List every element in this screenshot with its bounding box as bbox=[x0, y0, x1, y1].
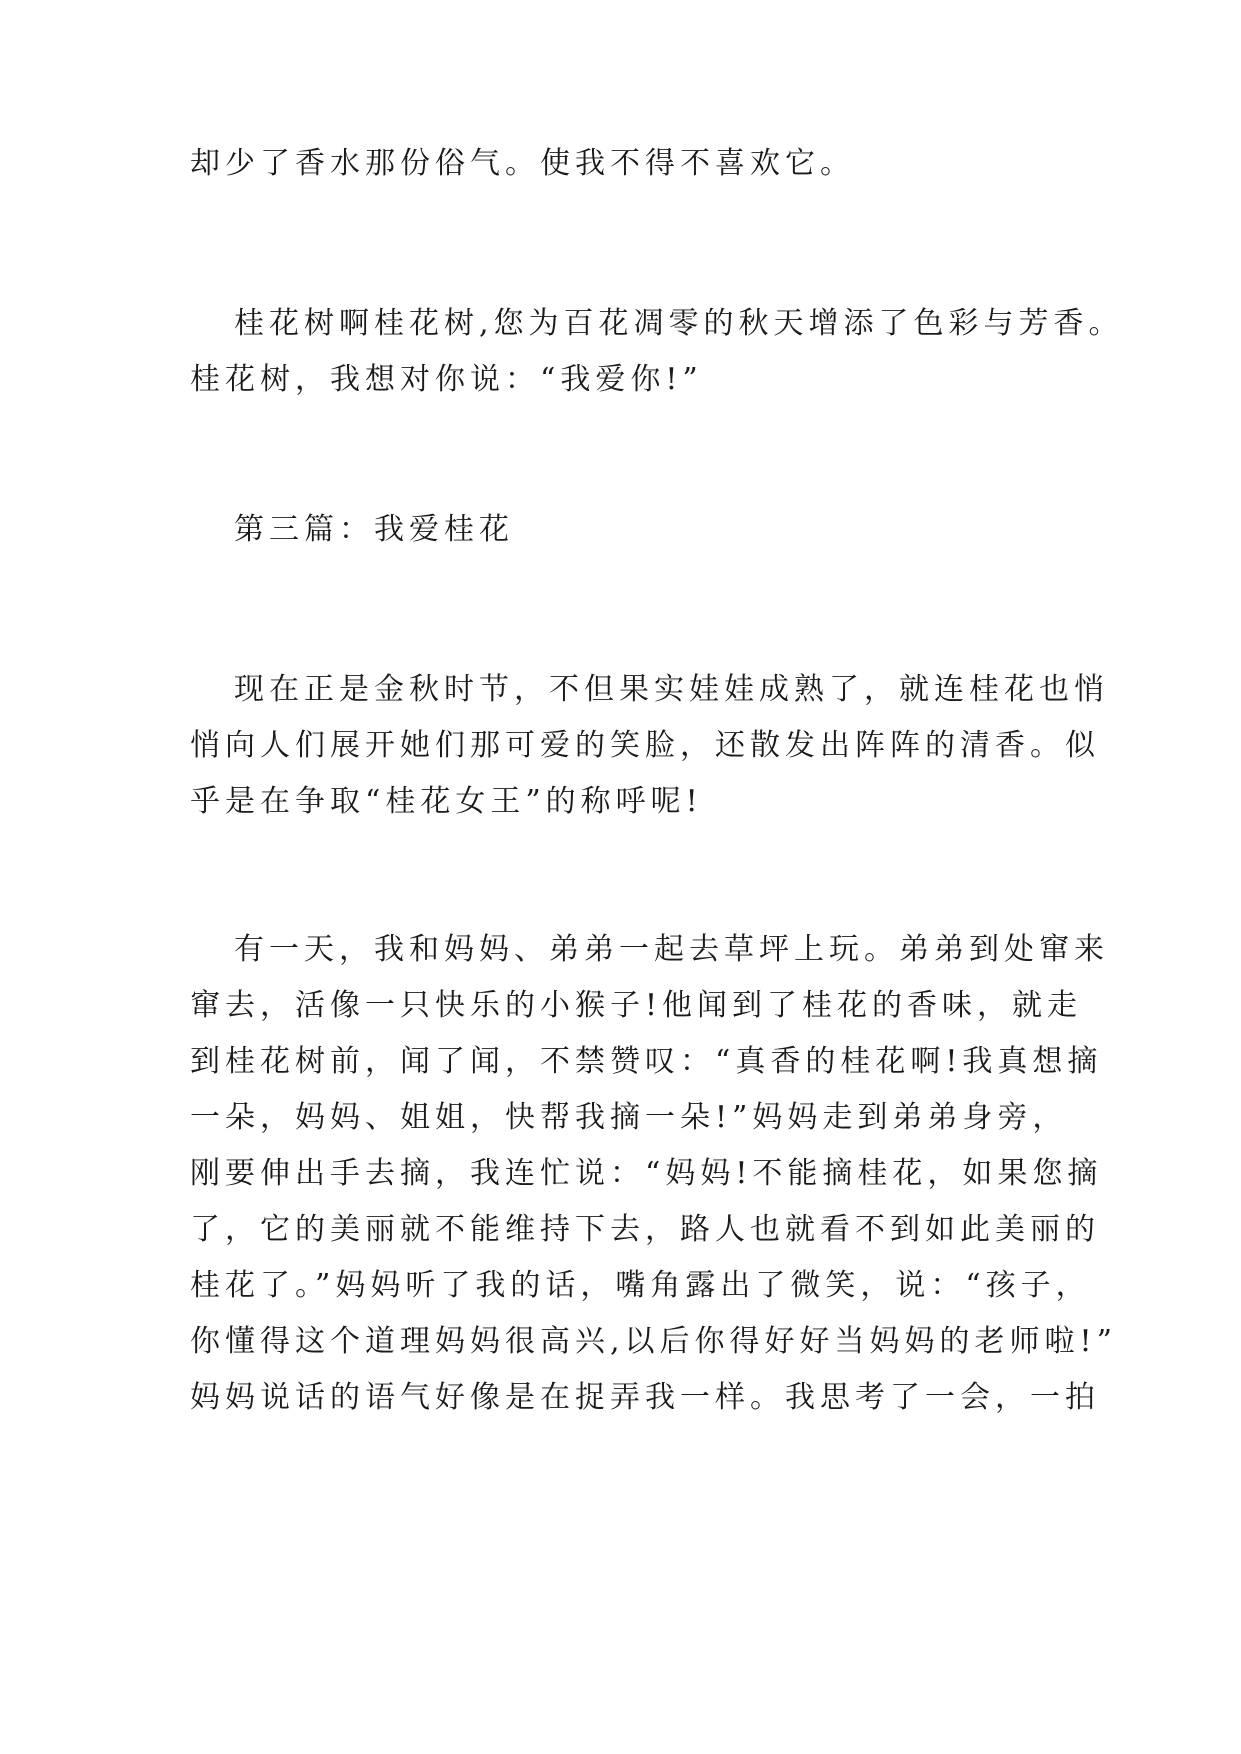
text-line: 了，它的美丽就不能维持下去，路人也就看不到如此美丽的 bbox=[190, 1212, 1100, 1247]
paragraph-4 bbox=[190, 922, 1117, 1426]
text-line: 桂花了。”妈妈听了我的话，嘴角露出了微笑，说：“孩子， bbox=[190, 1268, 1091, 1303]
text-line: 你懂得这个道理妈妈很高兴,以后你得好好当妈妈的老师啦!” bbox=[190, 1324, 1117, 1359]
section-heading bbox=[190, 502, 1070, 558]
section-title: 第三篇：我爱桂花 bbox=[234, 512, 514, 547]
text-line: 到桂花树前，闻了闻，不禁赞叹：“真香的桂花啊!我真想摘 bbox=[190, 1044, 1103, 1079]
text-line: 乎是在争取“桂花女王”的称呼呢! bbox=[190, 784, 703, 819]
paragraph-2 bbox=[190, 296, 1124, 408]
text-line: 有一天，我和妈妈、弟弟一起去草坪上玩。弟弟到处窜来 bbox=[234, 932, 1109, 967]
text-line: 妈妈说话的语气好像是在捉弄我一样。我思考了一会，一拍 bbox=[190, 1380, 1100, 1415]
paragraph-3 bbox=[190, 662, 1109, 830]
text-line: 悄向人们展开她们那可爱的笑脸，还散发出阵阵的清香。似 bbox=[190, 728, 1100, 763]
text-line: 却少了香水那份俗气。使我不得不喜欢它。 bbox=[190, 146, 855, 181]
text-line: 刚要伸出手去摘，我连忙说：“妈妈!不能摘桂花，如果您摘 bbox=[190, 1156, 1103, 1191]
text-line: 一朵，妈妈、姐姐，快帮我摘一朵!”妈妈走到弟弟身旁， bbox=[190, 1100, 1068, 1135]
text-line: 窜去，活像一只快乐的小猴子!他闻到了桂花的香味，就走 bbox=[190, 988, 1083, 1023]
text-line: 桂花树，我想对你说：“我爱你!” bbox=[190, 362, 703, 397]
text-line: 桂花树啊桂花树,您为百花凋零的秋天增添了色彩与芳香。 bbox=[234, 306, 1124, 341]
text-line: 现在正是金秋时节，不但果实娃娃成熟了，就连桂花也悄 bbox=[234, 672, 1109, 707]
paragraph-1 bbox=[190, 136, 1070, 192]
